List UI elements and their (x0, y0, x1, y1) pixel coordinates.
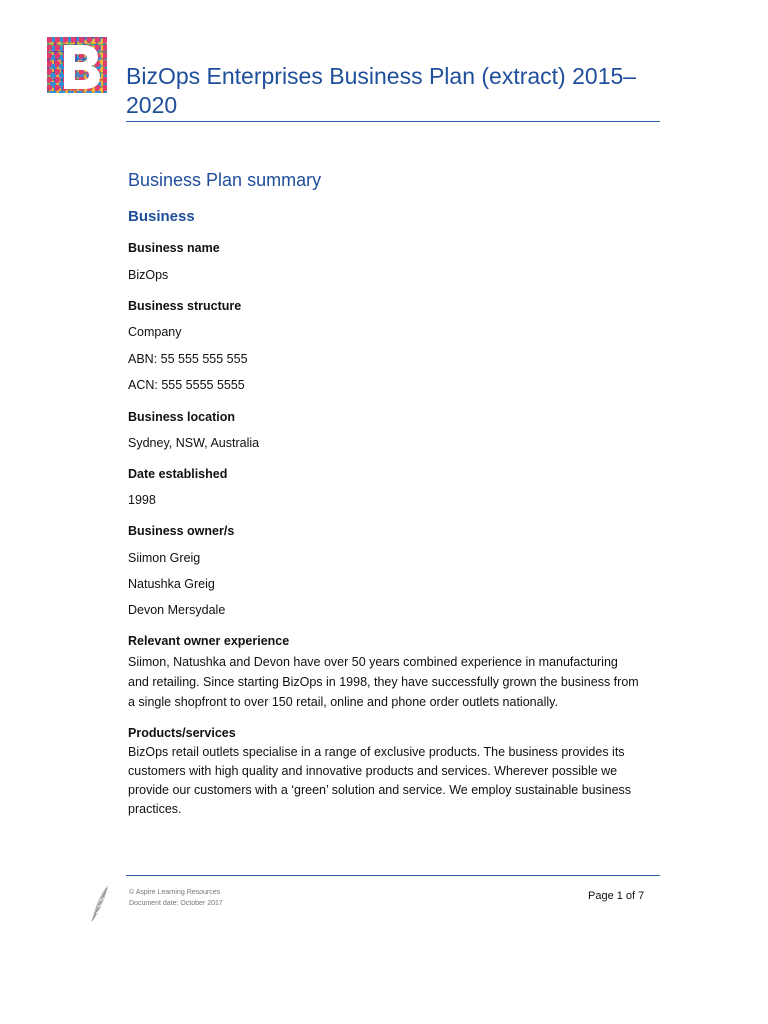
owner-2: Natushka Greig (128, 577, 215, 591)
owner-experience-label: Relevant owner experience (128, 634, 290, 648)
owner-experience-line-3: a single shopfront to over 150 retail, online and phone order outlets nationally. (128, 695, 558, 709)
products-line-3: provide our customers with a ‘green’ solution and service. We employ sustainable business (128, 783, 632, 797)
business-structure-value: Company (128, 325, 182, 339)
page-number: Page 1 of 7 (588, 890, 645, 902)
abn-value: ABN: 55 555 555 555 (128, 352, 248, 366)
acn-value: ACN: 555 5555 5555 (128, 378, 245, 392)
owner-3: Devon Mersydale (128, 603, 226, 617)
footer-copyright: © Aspire Learning Resources (129, 889, 221, 896)
feather-icon (88, 883, 110, 928)
business-name-label: Business name (128, 241, 220, 255)
header-divider (126, 121, 660, 122)
footer-doc-date: Document date: October 2017 (129, 900, 223, 907)
company-logo (47, 37, 107, 93)
owner-1: Siimon Greig (128, 551, 201, 565)
owner-experience-line-1: Siimon, Natushka and Devon have over 50 years combined experience in manufacturing (128, 655, 618, 669)
footer-divider (126, 875, 660, 876)
subsection-heading: Business (128, 208, 195, 225)
products-line-1: BizOps retail outlets specialise in a range of exclusive products. The business provides its (128, 745, 625, 759)
date-established-value: 1998 (128, 493, 156, 507)
products-line-2: customers with high quality and innovative products and services. Wherever possible we (128, 764, 618, 778)
business-owners-label: Business owner/s (128, 524, 235, 538)
section-heading: Business Plan summary (128, 170, 322, 190)
owner-experience-line-2: and retailing. Since starting BizOps in 1998, they have successfully grown the business from (128, 675, 639, 689)
business-structure-label: Business structure (128, 299, 242, 313)
products-line-4: practices. (128, 802, 182, 816)
date-established-label: Date established (128, 467, 228, 481)
footer-meta (129, 887, 223, 909)
business-location-label: Business location (128, 410, 235, 424)
business-name-value: BizOps (128, 268, 169, 282)
products-services-label: Products/services (128, 726, 236, 740)
document-title: BizOps Enterprises Business Plan (extract) 2015–2020 (126, 63, 637, 118)
logo-letter-b-icon (47, 37, 107, 93)
business-location-value: Sydney, NSW, Australia (128, 436, 260, 450)
